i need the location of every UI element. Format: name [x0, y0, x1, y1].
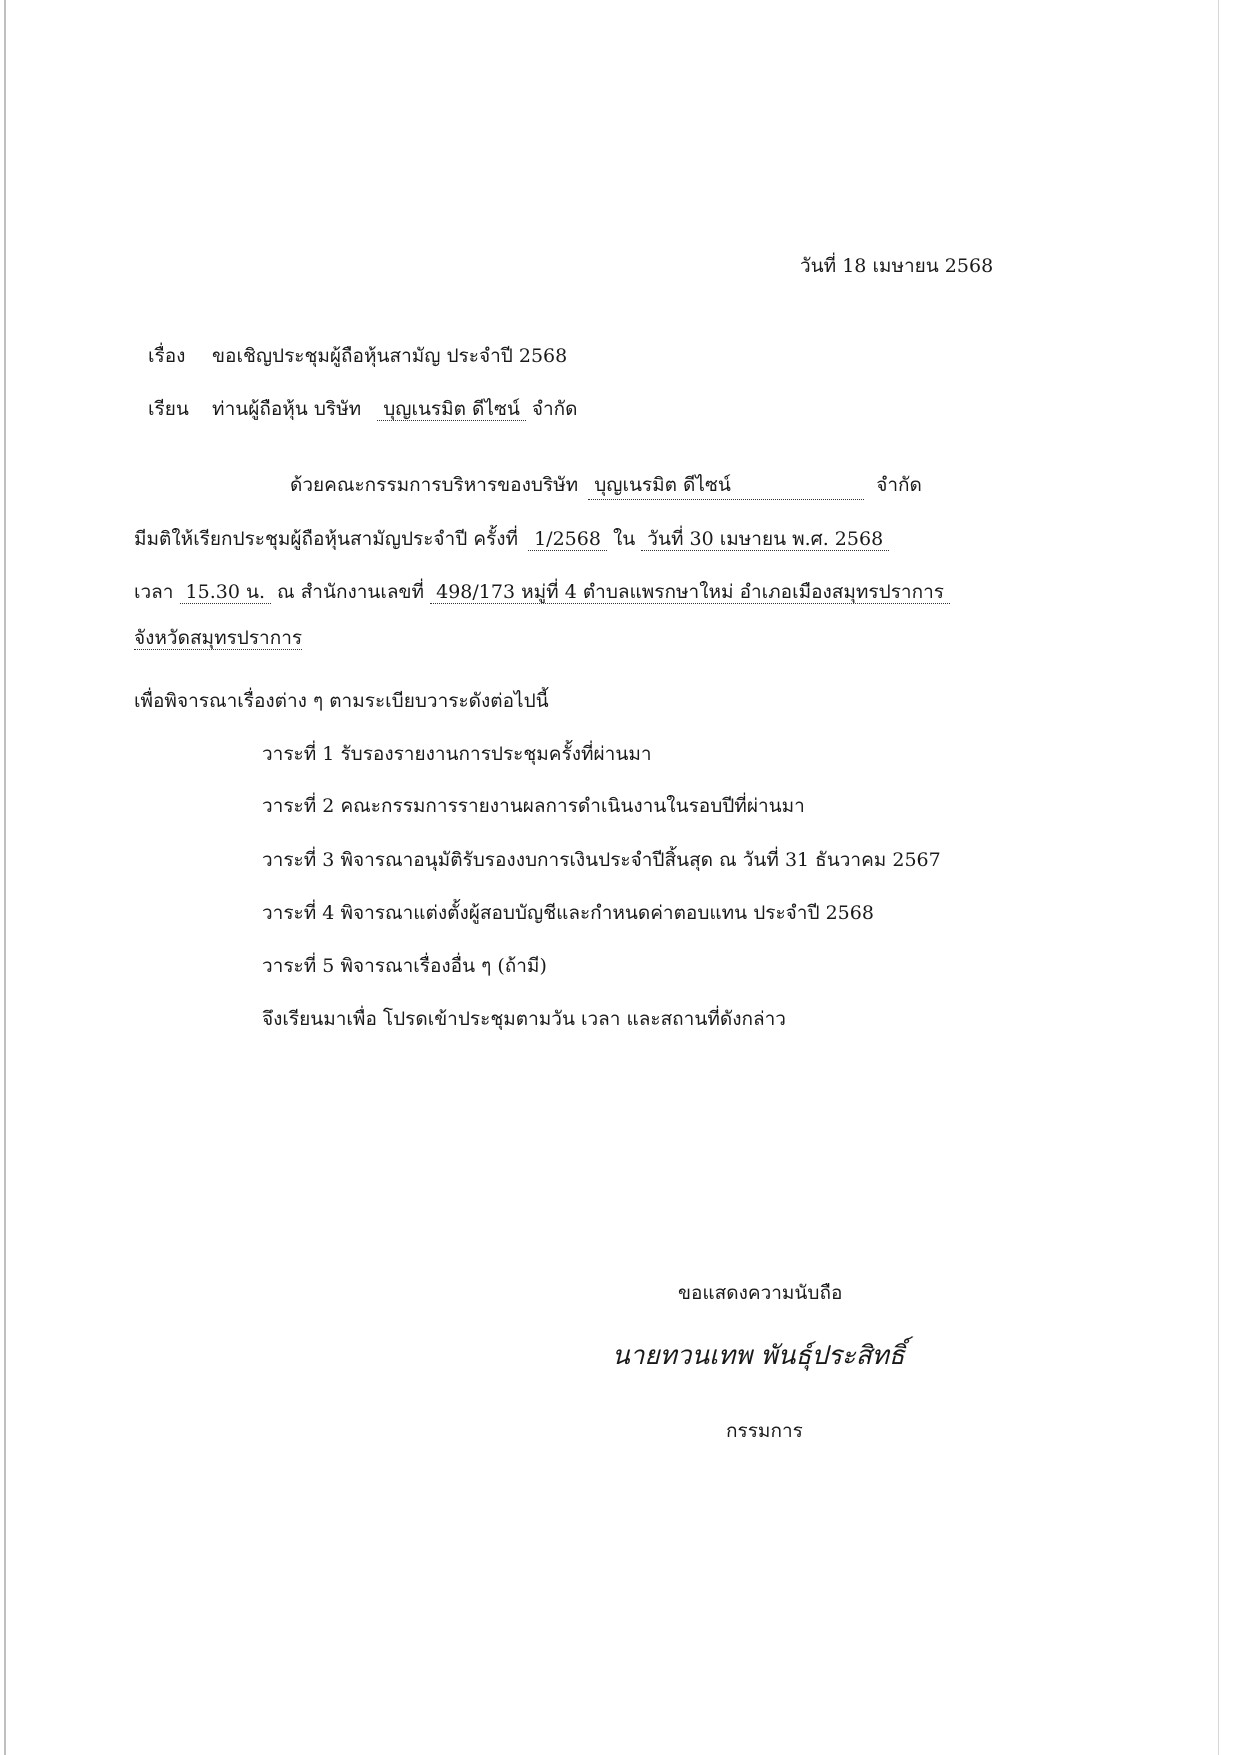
recipient-label: เรียน [148, 398, 189, 420]
agenda-item-2: วาระที่ 2 คณะกรรมการรายงานผลการดำเนินงานในรอบปีที่ผ่านมา [262, 795, 805, 817]
date-line: วันที่ 18 เมษายน 2568 [800, 255, 994, 277]
meeting-time: 15.30 น. [180, 581, 271, 604]
recipient-suffix: จำกัด [531, 398, 578, 420]
meeting-province: จังหวัดสมุทรปราการ [134, 627, 303, 649]
agenda-item-1: วาระที่ 1 รับรองรายงานการประชุมครั้งที่ผ่านมา [262, 743, 652, 765]
body-company: บุญเนรมิต ดีไซน์ [588, 471, 864, 500]
body-intro: ด้วยคณะกรรมการบริหารของบริษัท [290, 474, 579, 496]
closing-request: จึงเรียนมาเพื่อ โปรดเข้าประชุมตามวัน เวลา และสถานที่ดังกล่าว [262, 1008, 786, 1030]
meeting-in-label: ใน [612, 528, 636, 550]
meeting-intro: มีมติให้เรียกประชุมผู้ถือหุ้นสามัญประจำปี ครั้งที่ [134, 528, 519, 550]
recipient-line [148, 395, 578, 423]
body-line-3 [134, 578, 950, 606]
recipient-prefix: ท่านผู้ถือหุ้น บริษัท [212, 398, 362, 420]
agenda-item-4: วาระที่ 4 พิจารณาแต่งตั้งผู้สอบบัญชีและกำหนดค่าตอบแทน ประจำปี 2568 [262, 902, 874, 924]
agenda-intro: เพื่อพิจารณาเรื่องต่าง ๆ ตามระเบียบวาระดังต่อไปนี้ [134, 690, 549, 712]
body-company-suffix: จำกัด [876, 474, 922, 496]
agenda-item-3: วาระที่ 3 พิจารณาอนุมัติรับรองงบการเงินประจำปีสิ้นสุด ณ วันที่ 31 ธันวาคม 2567 [262, 849, 941, 871]
agenda-item-5: วาระที่ 5 พิจารณาเรื่องอื่น ๆ (ถ้ามี) [262, 955, 547, 977]
subject-label: เรื่อง [148, 345, 186, 367]
meeting-date: วันที่ 30 เมษายน พ.ศ. 2568 [641, 528, 889, 551]
scan-edge-left [4, 0, 6, 1755]
recipient-company: บุญเนรมิต ดีไซน์ [377, 398, 526, 421]
meeting-number: 1/2568 [528, 528, 607, 551]
subject-line [148, 342, 567, 370]
subject-text: ขอเชิญประชุมผู้ถือหุ้นสามัญ ประจำปี 2568 [212, 345, 568, 367]
signature: นายทวนเทพ พันธุ์ประสิทธิ์ [612, 1341, 905, 1371]
location-prefix: ณ สำนักงานเลขที่ [277, 581, 425, 603]
body-line-2 [134, 525, 889, 553]
body-line-1 [290, 471, 922, 500]
regards-text: ขอแสดงความนับถือ [678, 1282, 843, 1304]
scan-edge-right [1218, 0, 1219, 1755]
body-line-4 [134, 624, 302, 652]
signer-title: กรรมการ [726, 1420, 803, 1442]
time-label: เวลา [134, 581, 174, 603]
meeting-location: 498/173 หมู่ที่ 4 ตำบลแพรกษาใหม่ อำเภอเมืองสมุทรปราการ [430, 581, 950, 604]
